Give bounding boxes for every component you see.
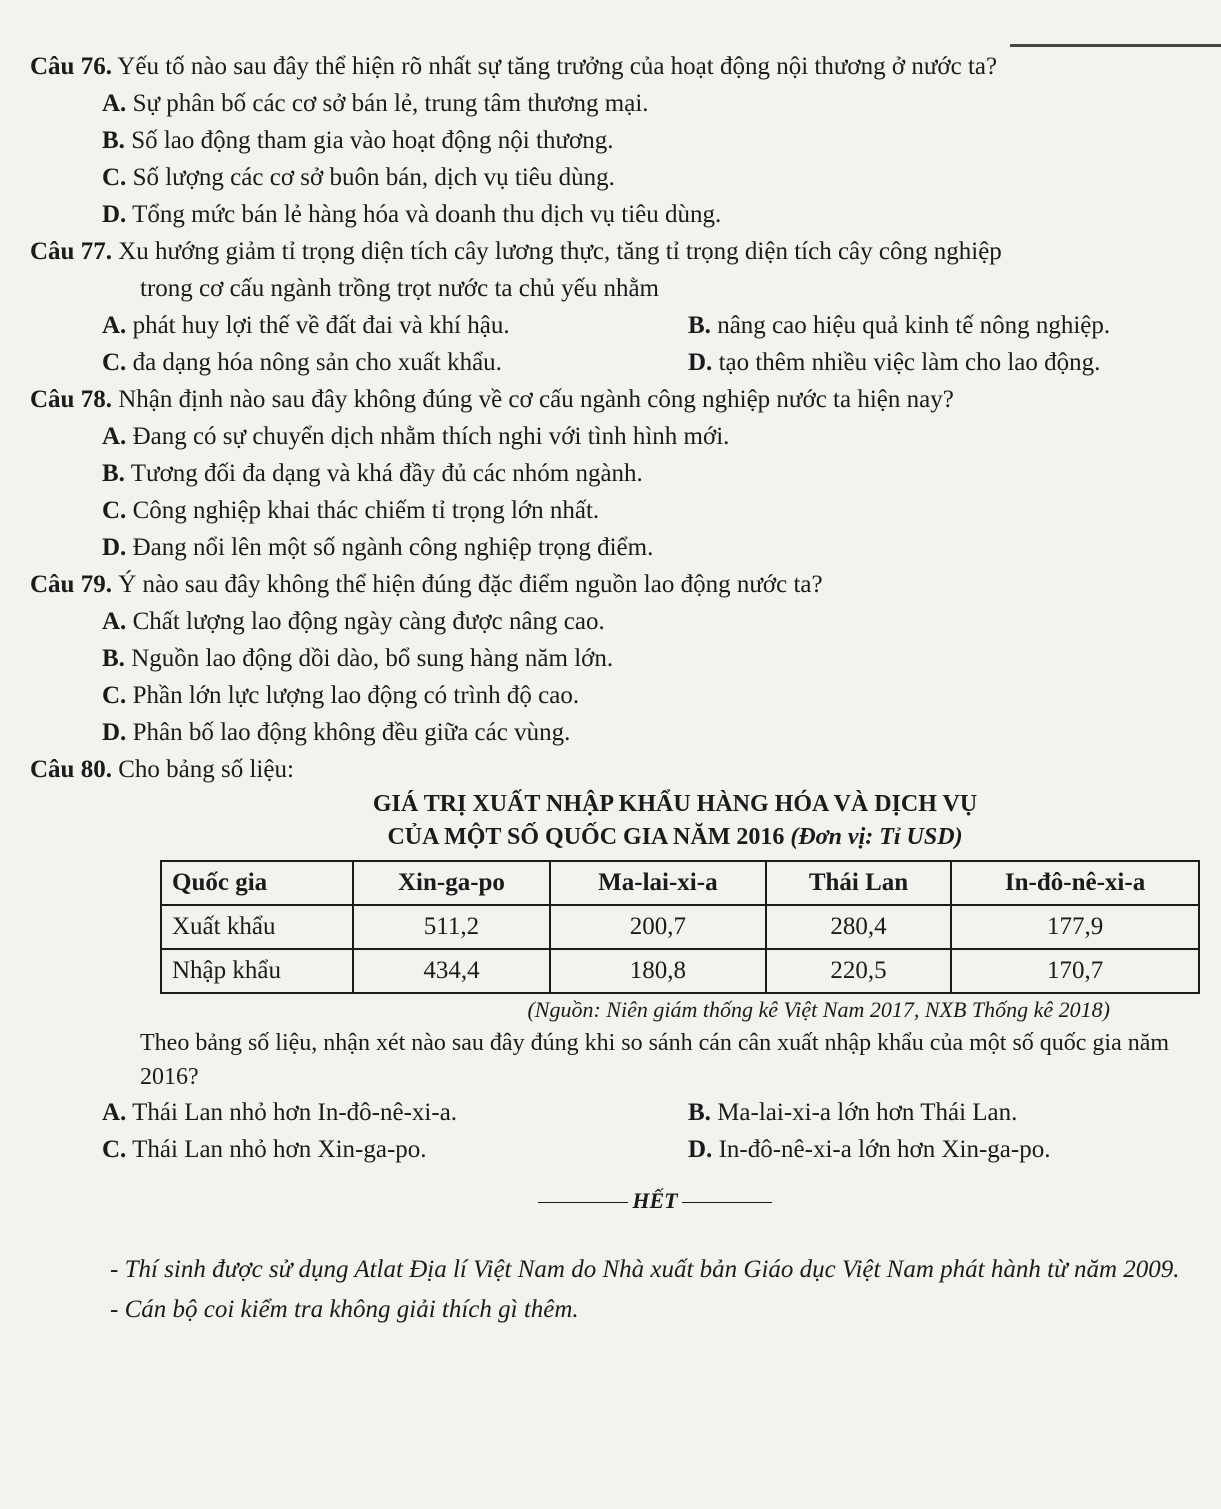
question-number: Câu 79. <box>30 571 112 598</box>
options-row-ab <box>30 307 1200 344</box>
option-d: D. In-đô-nê-xi-a lớn hơn Xin-ga-po. <box>688 1136 1051 1163</box>
table-cell: 177,9 <box>951 905 1199 949</box>
table-source: (Nguồn: Niên giám thống kê Việt Nam 2017, NXB Thống kê 2018) <box>527 997 1110 1022</box>
option-c: C. Công nghiệp khai thác chiếm tỉ trọng lớn nhất. <box>102 497 600 524</box>
top-rule <box>1010 44 1221 47</box>
table-cell: 200,7 <box>550 905 766 949</box>
question-77 <box>30 233 1200 381</box>
option-a: A. Đang có sự chuyển dịch nhằm thích nghi với tình hình mới. <box>102 423 730 450</box>
options-row-ab <box>30 1094 1200 1131</box>
question-80 <box>30 751 1200 1168</box>
question-76 <box>30 48 1200 233</box>
option-b: B. nâng cao hiệu quả kinh tế nông nghiệp. <box>688 312 1111 339</box>
data-table <box>160 860 1200 994</box>
table-cell: 180,8 <box>550 949 766 993</box>
question-number: Câu 77. <box>30 238 112 265</box>
question-text: Yếu tố nào sau đây thể hiện rõ nhất sự tăng trưởng của hoạt động nội thương ở nước ta? <box>117 53 998 80</box>
option-b: B. Nguồn lao động dồi dào, bổ sung hàng năm lớn. <box>102 645 614 672</box>
option-a: A. Chất lượng lao động ngày càng được nâng cao. <box>102 608 605 635</box>
option-a: A. Thái Lan nhỏ hơn In-đô-nê-xi-a. <box>102 1099 458 1126</box>
question-text-cont: trong cơ cấu ngành trồng trọt nước ta chủ yếu nhằm <box>140 275 660 302</box>
table-cell: Nhập khẩu <box>161 949 353 993</box>
question-number: Câu 76. <box>30 53 112 80</box>
end-marker: HẾT <box>110 1188 1200 1214</box>
table-row <box>161 949 1199 993</box>
table-cell: 170,7 <box>951 949 1199 993</box>
question-number: Câu 78. <box>30 386 112 413</box>
table-header-cell: Xin-ga-po <box>353 861 550 905</box>
question-78 <box>30 381 1200 566</box>
option-d: D. tạo thêm nhiều việc làm cho lao động. <box>688 349 1101 376</box>
question-text: Xu hướng giảm tỉ trọng diện tích cây lương thực, tăng tỉ trọng diện tích cây công nghiệp <box>118 238 1002 265</box>
options-row-cd <box>30 344 1200 381</box>
note-1: - Thí sinh được sử dụng Atlat Địa lí Việt Nam do Nhà xuất bản Giáo dục Việt Nam phát hành từ năm 2009. <box>110 1256 1180 1283</box>
table-cell: 220,5 <box>766 949 951 993</box>
exam-page <box>30 48 1200 1330</box>
option-c: C. Số lượng các cơ sở buôn bán, dịch vụ tiêu dùng. <box>102 164 615 191</box>
option-b: B. Ma-lai-xi-a lớn hơn Thái Lan. <box>688 1099 1018 1126</box>
question-text: Ý nào sau đây không thể hiện đúng đặc điểm nguồn lao động nước ta? <box>118 571 823 598</box>
option-c: C. Phần lớn lực lượng lao động có trình độ cao. <box>102 682 580 709</box>
option-b: B. Tương đối đa dạng và khá đầy đủ các nhóm ngành. <box>102 460 643 487</box>
question-79 <box>30 566 1200 751</box>
table-cell: 280,4 <box>766 905 951 949</box>
table-cell: 511,2 <box>353 905 550 949</box>
option-d: D. Phân bố lao động không đều giữa các vùng. <box>102 719 571 746</box>
exam-notes <box>30 1250 1200 1330</box>
option-d: D. Đang nổi lên một số ngành công nghiệp trọng điểm. <box>102 534 654 561</box>
option-a: A. phát huy lợi thế về đất đai và khí hậu. <box>102 312 510 339</box>
table-header-cell: Ma-lai-xi-a <box>550 861 766 905</box>
table-row <box>161 905 1199 949</box>
table-cell: 434,4 <box>353 949 550 993</box>
note-2: - Cán bộ coi kiểm tra không giải thích gì thêm. <box>110 1296 579 1323</box>
option-b: B. Số lao động tham gia vào hoạt động nội thương. <box>102 127 614 154</box>
option-c: C. Thái Lan nhỏ hơn Xin-ga-po. <box>102 1136 427 1163</box>
table-title: GIÁ TRỊ XUẤT NHẬP KHẨU HÀNG HÓA VÀ DỊCH VỤ CỦA MỘT SỐ QUỐC GIA NĂM 2016 (Đơn vị: Tỉ USD) <box>372 791 978 850</box>
table-unit: (Đơn vị: Tỉ USD) <box>790 824 963 850</box>
option-d: D. Tổng mức bán lẻ hàng hóa và doanh thu dịch vụ tiêu dùng. <box>102 201 722 228</box>
question-number: Câu 80. <box>30 756 112 783</box>
table-cell: Xuất khẩu <box>161 905 353 949</box>
question-prompt: Theo bảng số liệu, nhận xét nào sau đây đúng khi so sánh cán cân xuất nhập khẩu của một số quốc gia năm 2016? <box>140 1030 1170 1090</box>
option-c: C. đa dạng hóa nông sản cho xuất khẩu. <box>102 349 502 376</box>
options-row-cd <box>30 1131 1200 1168</box>
table-header-cell: Thái Lan <box>766 861 951 905</box>
question-text: Cho bảng số liệu: <box>118 756 294 783</box>
option-a: A. Sự phân bố các cơ sở bán lẻ, trung tâm thương mại. <box>102 90 649 117</box>
table-header-cell: In-đô-nê-xi-a <box>951 861 1199 905</box>
question-text: Nhận định nào sau đây không đúng về cơ cấu ngành công nghiệp nước ta hiện nay? <box>118 386 954 413</box>
table-header-cell: Quốc gia <box>161 861 353 905</box>
table-header-row <box>161 861 1199 905</box>
